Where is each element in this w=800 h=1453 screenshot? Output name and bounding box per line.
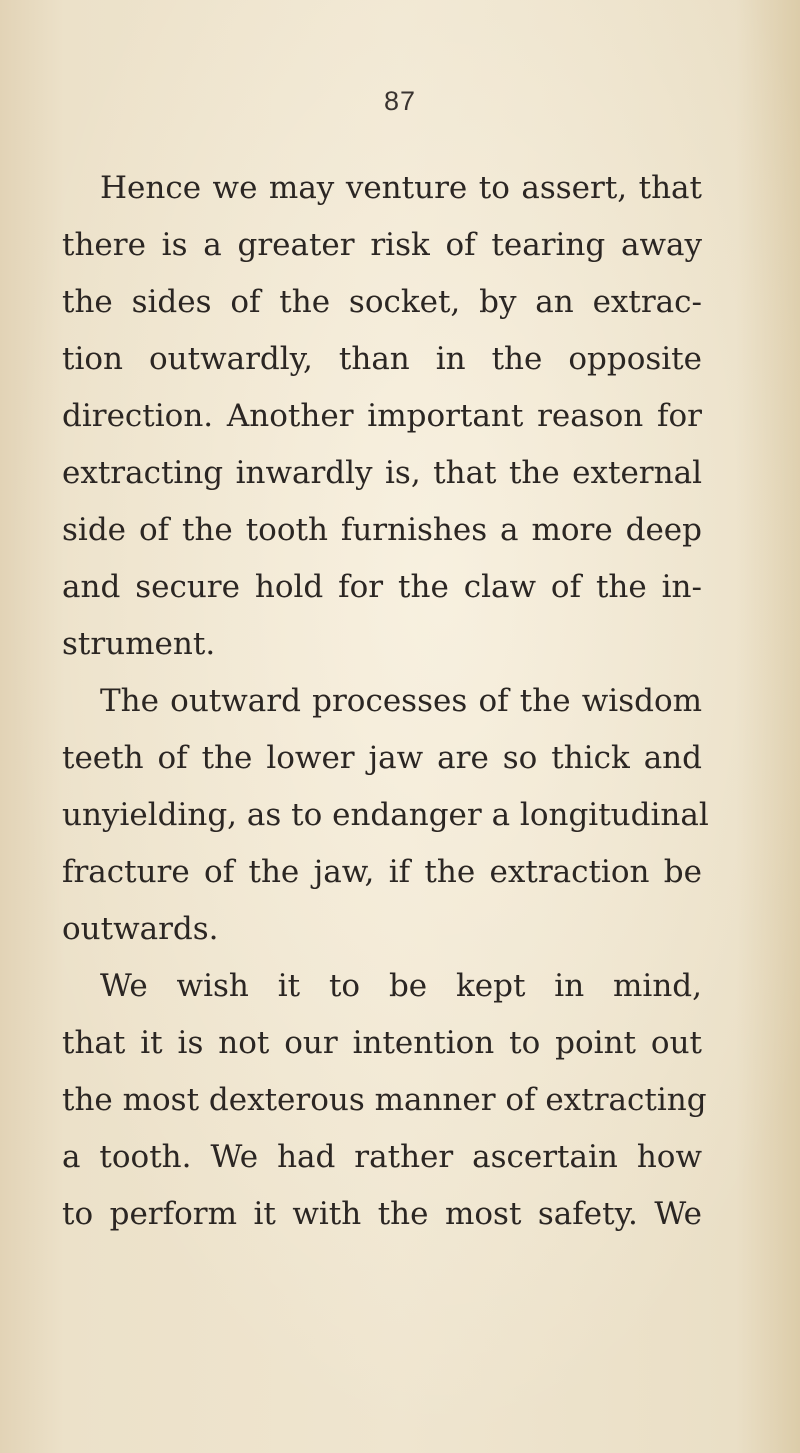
text-line: there is a greater risk of tearing away [62,227,702,263]
text-line: strument. [62,626,216,662]
text-line: and secure hold for the claw of the in- [62,569,702,605]
text-line: direction. Another important reason for [62,398,702,434]
text-line: fracture of the jaw, if the extraction be [62,854,702,890]
text-line: the most dexterous manner of extracting [62,1082,707,1118]
body-text [62,160,709,1243]
page-number: 87 [383,86,417,116]
text-line: extracting inwardly is, that the external [62,455,702,491]
text-line: that it is not our intention to point out [62,1025,702,1061]
text-line: outwards. [62,911,219,947]
text-line: Hence we may venture to assert, that [100,170,702,206]
text-line: to perform it with the most safety. We [62,1196,702,1232]
text-line: the sides of the socket, by an extrac- [62,284,702,320]
text-line: We wish it to be kept in mind, [100,968,702,1004]
text-line: tion outwardly, than in the opposite [62,341,702,377]
text-line: unyielding, as to endanger a longitudinal [62,797,709,833]
text-line: teeth of the lower jaw are so thick and [62,740,702,776]
text-line: side of the tooth furnishes a more deep [62,512,702,548]
text-line: a tooth. We had rather ascertain how [62,1139,702,1175]
text-line: The outward processes of the wisdom [100,683,702,719]
